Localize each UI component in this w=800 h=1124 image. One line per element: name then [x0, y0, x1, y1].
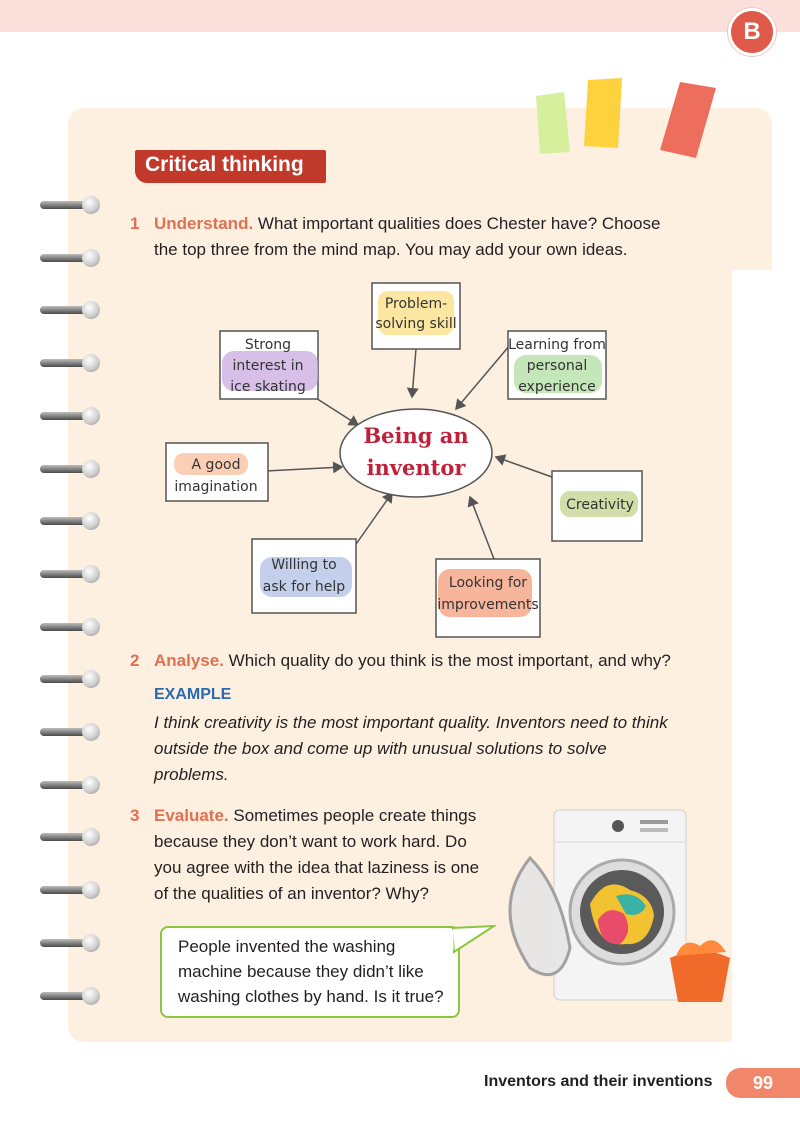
- node-label: experience: [518, 379, 596, 395]
- question-lead: Understand.: [154, 214, 254, 233]
- top-band: [0, 0, 800, 32]
- node-label: Problem-: [384, 296, 448, 312]
- page-number: 99: [726, 1068, 800, 1098]
- question-text: Which quality do you think is the most important, and why?: [223, 651, 671, 670]
- mind-map: [150, 275, 650, 645]
- example-heading: EXAMPLE: [154, 686, 232, 703]
- spiral-ring: [40, 618, 102, 636]
- spiral-ring: [40, 565, 102, 583]
- node-label: Looking for: [448, 575, 528, 591]
- node-strong-interest: [220, 331, 318, 399]
- node-willing: [252, 539, 356, 613]
- arrow: [266, 467, 342, 471]
- bubble-text: washing clothes by hand. Is it true?: [178, 987, 444, 1006]
- question-text: because they don’t want to work hard. Do: [154, 832, 467, 851]
- question-text: Sometimes people create things: [228, 806, 477, 825]
- spiral-ring: [40, 828, 102, 846]
- center-label: inventor: [366, 455, 466, 480]
- spiral-ring: [40, 354, 102, 372]
- node-label: ice skating: [230, 379, 306, 395]
- question-text: you agree with the idea that laziness is one: [154, 858, 480, 877]
- example-text: I think creativity is the most important quality. Inventors need to think outside the box and come up with unusual solutions to solve problems.: [154, 713, 668, 784]
- speech-bubble: [160, 926, 460, 1018]
- footer-title: Inventors and their inventions: [484, 1073, 713, 1090]
- question-number: 1: [130, 214, 140, 233]
- node-looking: [436, 559, 540, 637]
- arrow: [354, 493, 392, 547]
- node-label: Willing to: [271, 557, 337, 573]
- spiral-ring: [40, 881, 102, 899]
- node-label: improvements: [437, 597, 539, 613]
- question-1: [130, 211, 690, 267]
- node-label: personal: [526, 358, 588, 374]
- spiral-ring: [40, 407, 102, 425]
- node-imagination: [166, 443, 268, 501]
- question-number: 2: [130, 651, 140, 670]
- question-lead: Analyse.: [154, 651, 224, 670]
- spiral-ring: [40, 723, 102, 741]
- tab-green: [536, 92, 570, 154]
- arrow: [496, 457, 552, 477]
- center-label: Being an: [363, 423, 469, 448]
- node-label: solving skill: [375, 316, 457, 332]
- arrow: [470, 497, 494, 559]
- node-label: Strong: [244, 337, 292, 353]
- spiral-ring: [40, 670, 102, 688]
- washing-machine-image: [490, 808, 740, 1008]
- spiral-ring: [40, 301, 102, 319]
- bubble-text: machine because they didn’t like: [178, 962, 424, 981]
- node-problem-solving: [372, 283, 460, 349]
- spiral-ring: [40, 196, 102, 214]
- spiral-ring: [40, 512, 102, 530]
- node-learning: [508, 331, 606, 399]
- tab-yellow: [584, 78, 622, 148]
- spiral-ring: [40, 934, 102, 952]
- question-2: [130, 648, 730, 674]
- question-lead: Evaluate.: [154, 806, 229, 825]
- question-number: 3: [130, 806, 140, 825]
- question-text: What important qualities does Chester have? Choose: [253, 214, 661, 233]
- question-3: [130, 803, 490, 911]
- spiral-ring: [40, 776, 102, 794]
- node-label: A good: [191, 457, 241, 473]
- node-label: Learning from: [508, 337, 606, 353]
- bubble-text: People invented the washing: [178, 937, 396, 956]
- node-label: imagination: [174, 479, 258, 495]
- spiral-ring: [40, 460, 102, 478]
- spiral-ring: [40, 249, 102, 267]
- spiral-ring: [40, 987, 102, 1005]
- node-label: Creativity: [566, 497, 634, 513]
- tab-red: [660, 82, 716, 158]
- question-text: of the qualities of an inventor? Why?: [154, 884, 429, 903]
- notebook-edge: [732, 270, 792, 1060]
- question-text: the top three from the mind map. You may add your own ideas.: [154, 240, 628, 259]
- section-title: Critical thinking: [135, 150, 326, 183]
- arrow: [412, 349, 416, 397]
- node-label: interest in: [232, 358, 304, 374]
- node-label: ask for help: [262, 579, 346, 595]
- unit-badge: B: [728, 8, 776, 56]
- notebook-tabs: [530, 70, 730, 160]
- arrow: [456, 345, 510, 409]
- node-creativity: [552, 471, 642, 541]
